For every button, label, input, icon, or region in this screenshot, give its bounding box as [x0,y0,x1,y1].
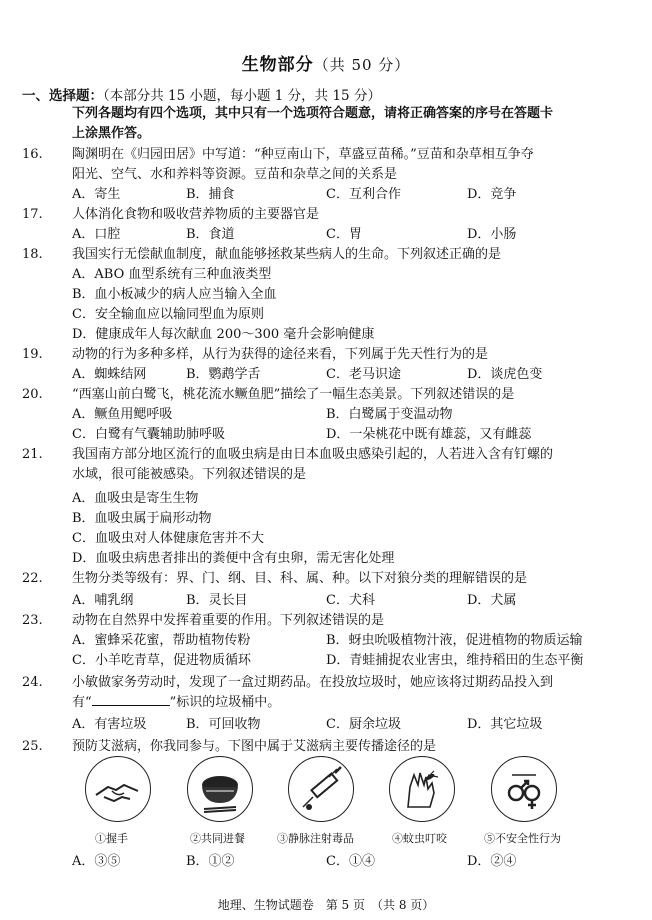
option: D．谈虎色变 [467,367,543,382]
option: A．口腔 [72,227,121,242]
instructions-line-2: 上涂黑作答。 [72,126,151,141]
question-text: 我国实行无偿献血制度，献血能够拯救某些病人的生命。下列叙述正确的是 [72,247,502,262]
page-title [0,50,652,75]
option: D．犬属 [467,593,517,608]
option: B．可回收物 [186,717,261,732]
title-sub: （共 50 分） [313,56,411,74]
question-text: 动物的行为多种多样，从行为获得的途径来看，下列属于先天性行为的是 [72,347,489,362]
question-text-part: ”标识的垃圾桶中。 [169,695,281,710]
question-number: 23. [22,613,43,628]
question-number: 18. [22,247,43,262]
mosquito-bite-icon [389,756,455,822]
option: A．鳜鱼用鳃呼吸 [72,407,173,422]
option: B．血小板减少的病人应当输入全血 [72,287,277,302]
question-text: “西塞山前白鹭飞，桃花流水鳜鱼肥”描绘了一幅生态美景。下列叙述错误的是 [72,387,515,402]
unsafe-sex-icon [491,756,557,822]
question-text: 陶渊明在《归园田居》中写道：“种豆南山下，草盛豆苗稀。”豆苗和杂草相互争夺 [72,147,534,162]
option: D．小肠 [467,227,517,242]
question-text: 动物在自然界中发挥着重要的作用。下列叙述错误的是 [72,613,385,628]
question-number: 19. [22,347,43,362]
option: D．血吸虫病患者排出的粪便中含有虫卵，需无害化处理 [72,551,395,566]
option: C．胃 [326,227,362,242]
option: D．青蛙捕捉农业害虫，维持稻田的生态平衡 [326,653,584,668]
option: A．有害垃圾 [72,717,147,732]
option: A．③⑤ [72,854,121,869]
option: A．哺乳纲 [72,593,134,608]
question-number: 17. [22,207,43,222]
option: A．血吸虫是寄生生物 [72,491,199,506]
option: C．互利合作 [326,187,401,202]
question-number: 25. [22,739,43,754]
option: D．②④ [467,854,517,869]
question-text: 预防艾滋病，你我同参与。下图中属于艾滋病主要传播途径的是 [72,739,437,754]
option: C．安全输血应以输同型血为原则 [72,307,264,322]
question-text: 水域，很可能被感染。下列叙述错误的是 [72,467,307,482]
icon-caption: ④蚊虫叮咬 [392,832,447,845]
shared-meal-icon [187,756,253,822]
title-text: 生物部分 [241,55,314,75]
question-number: 22. [22,571,43,586]
option: C．①④ [326,854,375,869]
option: C．血吸虫对人体健康危害并不大 [72,531,264,546]
option: A．ABO 血型系统有三种血液类型 [72,267,272,282]
option: A．蜘蛛结网 [72,367,147,382]
question-text: 小敏做家务劳动时，发现了一盒过期药品。在投放垃圾时，她应该将过期药品投入到 [72,675,554,690]
option: D．竞争 [467,187,517,202]
option: B．捕食 [186,187,235,202]
option: D．其它垃圾 [467,717,543,732]
question-number: 20. [22,387,43,402]
icon-caption: ①握手 [95,832,128,845]
question-number: 21. [22,447,43,462]
section-label: 一、选择题： [22,88,103,104]
question-text: 阳光、空气、水和养料等资源。豆苗和杂草之间的关系是 [72,167,398,182]
section-heading [22,84,381,104]
question-text-with-blank [72,693,280,712]
instructions-line-1: 下列各题均有四个选项，其中只有一个选项符合题意，请将正确答案的序号在答题卡 [72,106,554,121]
option: C．犬科 [326,593,375,608]
icon-caption: ②共同进餐 [190,832,245,845]
option: D．一朵桃花中既有雄蕊，又有雌蕊 [326,427,532,442]
option: B．食道 [186,227,235,242]
page-footer: 地理、生物试题卷 第 5 页 （共 8 页） [217,898,435,912]
answer-blank [92,693,170,706]
question-number: 16. [22,147,43,162]
question-text: 人体消化食物和吸收营养物质的主要器官是 [72,207,320,222]
option: B．鹦鹉学舌 [186,367,261,382]
icon-caption: ⑤不安全性行为 [484,832,561,845]
option: A．蜜蜂采花蜜，帮助植物传粉 [72,633,251,648]
question-number: 24. [22,675,43,690]
handshake-icon [85,756,151,822]
option: C．白鹭有气囊辅助肺呼吸 [72,427,225,442]
option: B．血吸虫属于扁形动物 [72,511,212,526]
option: C．老马识途 [326,367,401,382]
icon-caption: ③静脉注射毒品 [277,832,354,845]
option: B．白鹭属于变温动物 [326,407,453,422]
option: B．灵长目 [186,593,248,608]
option: A．寄生 [72,187,121,202]
option: C．厨余垃圾 [326,717,401,732]
question-text: 生物分类等级有：界、门、纲、目、科、属、种。以下对狼分类的理解错误的是 [72,571,528,586]
syringe-icon [288,756,354,822]
option: B．蚜虫吮吸植物汁液，促进植物的物质运输 [326,633,583,648]
question-text: 我国南方部分地区流行的血吸虫病是由日本血吸虫感染引起的，人若进入含有钉螺的 [72,447,554,462]
question-text-part: 有“ [72,695,92,710]
option: B．①② [186,854,235,869]
option: C．小羊吃青草，促进物质循环 [72,653,251,668]
section-note: （本部分共 15 小题，每小题 1 分，共 15 分） [103,88,381,104]
option: D．健康成年人每次献血 200～300 毫升会影响健康 [72,327,375,342]
